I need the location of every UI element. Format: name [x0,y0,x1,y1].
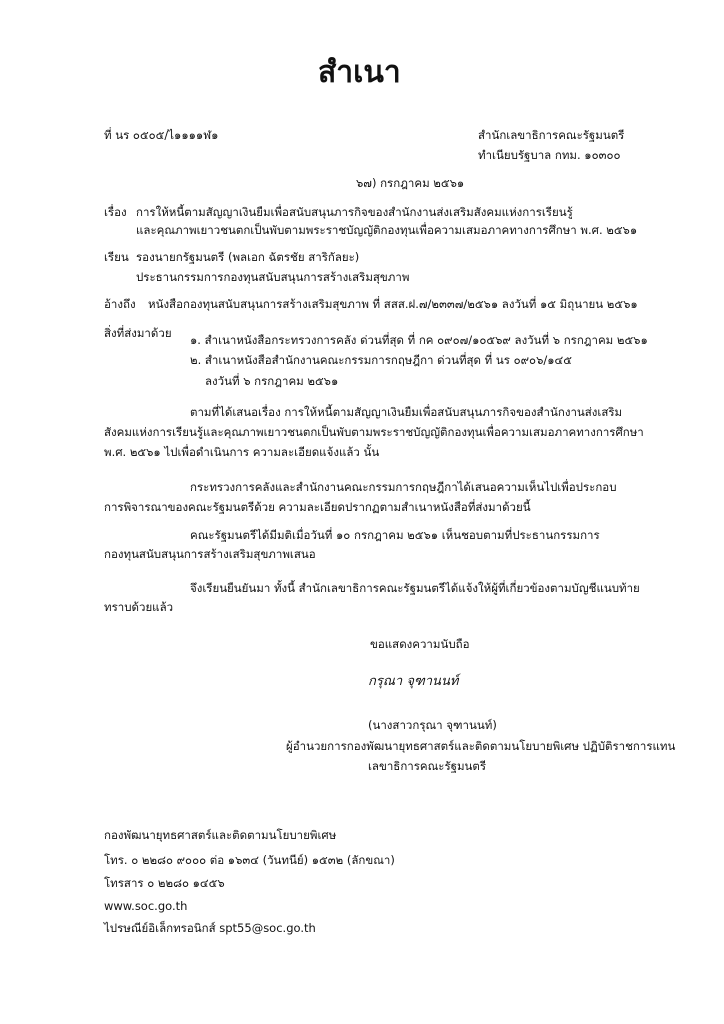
enclosure-item-1: ๑. สำเนาหนังสือกระทรวงการคลัง ด่วนที่สุด ที่ กค ๐๙๐๗/๑๐๕๖๙ ลงวันที่ ๖ กรกฎาคม ๒๕๖๑ [190,333,648,347]
signer-name: (นางสาวกรุณา จุฑานนท์) [368,718,497,732]
subject-line-2: และคุณภาพเยาวชนตกเป็นพับตามพระราชบัญญัติกองทุนเพื่อความเสมอภาคทางการศึกษา พ.ศ. ๒๕๖๑ [136,223,638,237]
paragraph-4-line-1: จึงเรียนยืนยันมา ทั้งนี้ สำนักเลขาธิการคณะรัฐมนตรีได้แจ้งให้ผู้ที่เกี่ยวข้องตามบัญชีแนบท้าย [190,581,640,595]
paragraph-2-line-2: การพิจารณาของคณะรัฐมนตรีด้วย ความละเอียดปรากฏตามสำเนาหนังสือที่ส่งมาด้วยนี้ [104,500,531,514]
signer-position-2: เลขาธิการคณะรัฐมนตรี [368,759,487,773]
enclosures-label: สิ่งที่ส่งมาด้วย [104,326,172,340]
paragraph-1-line-1: ตามที่ได้เสนอเรื่อง การให้หนี้ตามสัญญาเงินยืมเพื่อสนับสนุนภารกิจของสำนักงานส่งเสริม [190,405,623,419]
recipient-label: เรียน [104,250,129,264]
footer-phone: โทร. ๐ ๒๒๘๐ ๙๐๐๐ ต่อ ๑๖๓๔ (วันทนีย์) ๑๕๓๒ (ลักขณา) [104,853,395,867]
enclosure-item-2-date: ลงวันที่ ๖ กรกฎาคม ๒๕๖๑ [205,374,339,388]
reference-label: อ้างถึง [104,297,136,311]
recipient-line-1: รองนายกรัฐมนตรี (พลเอก ฉัตรชัย สาริกัลยะ) [136,250,360,264]
footer-department: กองพัฒนายุทธศาสตร์และติดตามนโยบายพิเศษ [104,828,337,842]
footer-email: ไปรษณีย์อิเล็กทรอนิกส์ spt55@soc.go.th [104,921,316,935]
recipient-line-2: ประธานกรรมการกองทุนสนับสนุนการสร้างเสริมสุขภาพ [136,270,410,284]
paragraph-2-line-1: กระทรวงการคลังและสำนักงานคณะกรรมการกฤษฎีกาได้เสนอความเห็นไปเพื่อประกอบ [190,480,617,494]
closing-regards: ขอแสดงความนับถือ [370,637,470,651]
reference-number: ที่ นร ๐๕๐๕/ไ๑๑๑๑ฬ๑ [104,128,219,142]
office-address: ทำเนียบรัฐบาล กทม. ๑๐๓๐๐ [478,148,621,162]
subject-line-1: การให้หนี้ตามสัญญาเงินยืมเพื่อสนับสนุนภารกิจของสำนักงานส่งเสริมสังคมแห่งการเรียนรู้ [136,205,573,219]
footer-fax: โทรสาร ๐ ๒๒๘๐ ๑๔๕๖ [104,876,225,890]
footer-website: www.soc.go.th [104,899,188,913]
paragraph-1-line-3: พ.ศ. ๒๕๖๑ ไปเพื่อดำเนินการ ความละเอียดแจ้งแล้ว นั้น [104,445,380,459]
paragraph-3-line-2: กองทุนสนับสนุนการสร้างเสริมสุขภาพเสนอ [104,547,316,561]
subject-label: เรื่อง [104,205,127,219]
paragraph-3-line-1: คณะรัฐมนตรีได้มีมติเมื่อวันที่ ๑๐ กรกฎาคม ๒๕๖๑ เห็นชอบตามที่ประธานกรรมการ [190,528,600,542]
enclosure-item-2: ๒. สำเนาหนังสือสำนักงานคณะกรรมการกฤษฎีกา ด่วนที่สุด ที่ นร ๐๙๐๖/๑๔๕ [190,353,572,367]
signer-position-1: ผู้อำนวยการกองพัฒนายุทธศาสตร์และติดตามนโยบายพิเศษ ปฏิบัติราชการแทน [286,739,676,753]
paragraph-1-line-2: สังคมแห่งการเรียนรู้และคุณภาพเยาวชนตกเป็นพับตามพระราชบัญญัติกองทุนเพื่อความเสมอภาคทางการศึกษา [104,425,644,439]
office-name: สำนักเลขาธิการคณะรัฐมนตรี [478,128,625,142]
reference-text: หนังสือกองทุนสนับสนุนการสร้างเสริมสุขภาพ ที่ สสส.ฝ.๗/๒๓๓๗/๒๕๖๑ ลงวันที่ ๑๕ มิถุนายน ๒๕๖๑ [148,297,638,311]
signature: กรุณา จุฑานนท์ [368,674,459,689]
paragraph-4-line-2: ทราบด้วยแล้ว [104,600,174,614]
document-title: สำเนา [318,55,401,90]
document-date: ๖๗) กรกฎาคม ๒๕๖๑ [356,176,465,190]
